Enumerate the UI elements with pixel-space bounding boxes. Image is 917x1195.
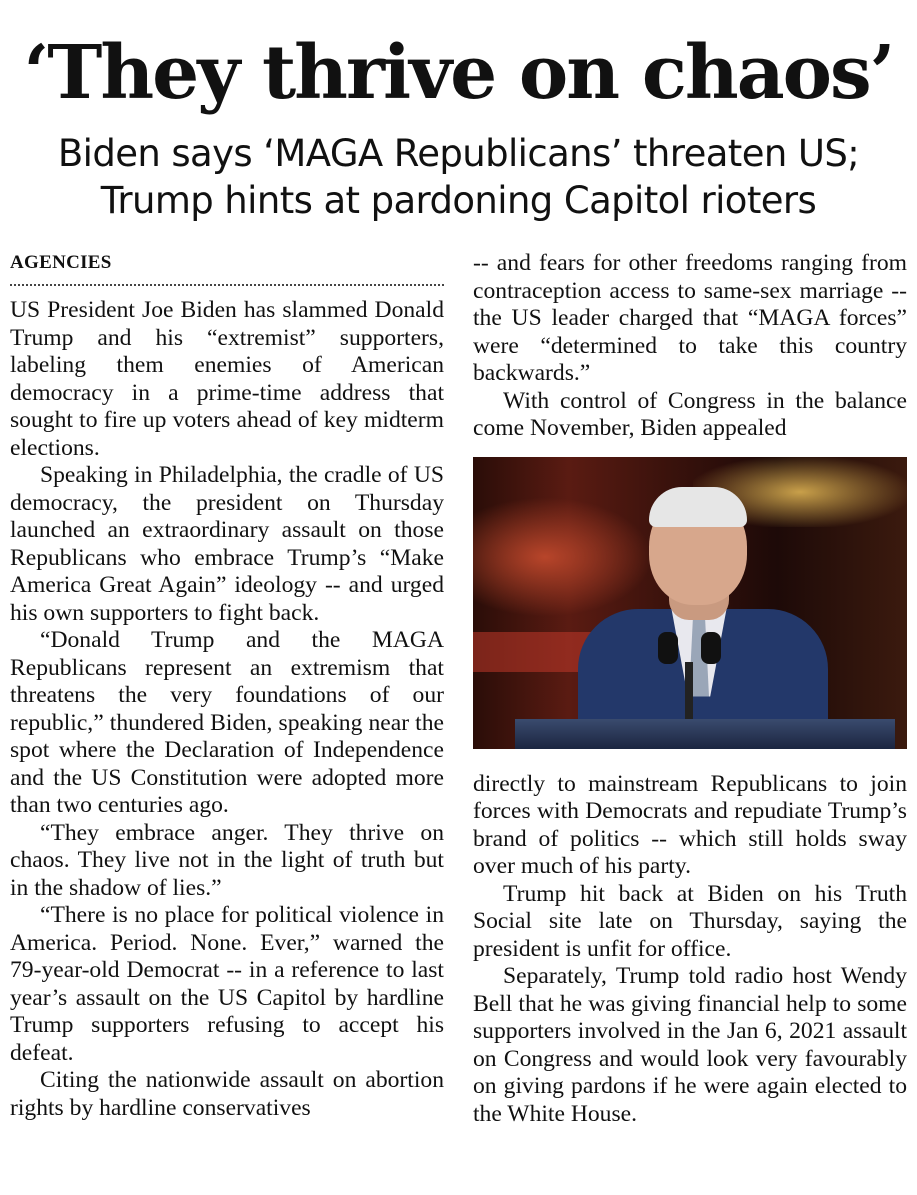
paragraph: “They embrace anger. They thrive on chaos. They live not in the light of truth but in the shadow of lies.” — [10, 819, 444, 901]
headline: ‘They thrive on chaos’ — [23, 30, 894, 116]
paragraph: Citing the nationwide assault on abortion rights by hardline conservatives — [10, 1067, 444, 1121]
paragraph: Separately, Trump told radio host Wendy Bell that he was giving financial help to some supporters involved in the Jan 6, 2021 assault on Congress and would look very favourably on giving pardons if he were again elected to the White House. — [473, 963, 907, 1127]
subheadline-line-1: Biden says ‘MAGA Republicans’ threaten US; — [57, 132, 860, 175]
microphone-icon — [701, 632, 721, 664]
paragraph: “Donald Trump and the MAGA Republicans represent an extremism that threatens the very foundations of our republic,” thundered Biden, speaking near the spot where the Declaration of Independence and the US Constitution were adopted more than two centuries ago. — [10, 627, 444, 818]
subheadline-line-2: Trump hints at pardoning Capitol rioters — [100, 179, 817, 222]
paragraph: US President Joe Biden has slammed Donald Trump and his “extremist” supporters, labeling them enemies of American democracy in a prime-time address that sought to fire up voters ahead of key midterm elections. — [10, 297, 444, 461]
paragraph: directly to mainstream Republicans to join forces with Democrats and repudiate Trump’s brand of politics -- which still holds sway over much of his party. — [473, 770, 907, 879]
microphone-icon — [658, 632, 678, 664]
subheadline — [0, 130, 917, 224]
paragraph: -- and fears for other freedoms ranging from contraception access to same-sex marriage -- the US leader charged that “MAGA forces” were “determined to take this country backwards.” — [473, 250, 907, 386]
paragraph: Speaking in Philadelphia, the cradle of US democracy, the president on Thursday launched an extraordinary assault on those Republicans who embrace Trump’s “Make America Great Again” ideology -- and urged his own supporters to fight back. — [10, 462, 444, 626]
paragraph: “There is no place for political violence in America. Period. None. Ever,” warned the 79-year-old Democrat -- in a reference to last year’s assault on the US Capitol by hardline Trump supporters refusing to accept his defeat. — [10, 902, 444, 1066]
news-photo — [473, 457, 907, 749]
paragraph: With control of Congress in the balance come November, Biden appealed — [473, 387, 907, 441]
podium — [515, 719, 895, 749]
paragraph: Trump hit back at Biden on his Truth Social site late on Thursday, saying the president is unfit for office. — [473, 880, 907, 962]
article-column-left — [10, 250, 444, 1122]
article-column-right — [473, 250, 907, 1128]
byline: AGENCIES — [10, 250, 444, 286]
